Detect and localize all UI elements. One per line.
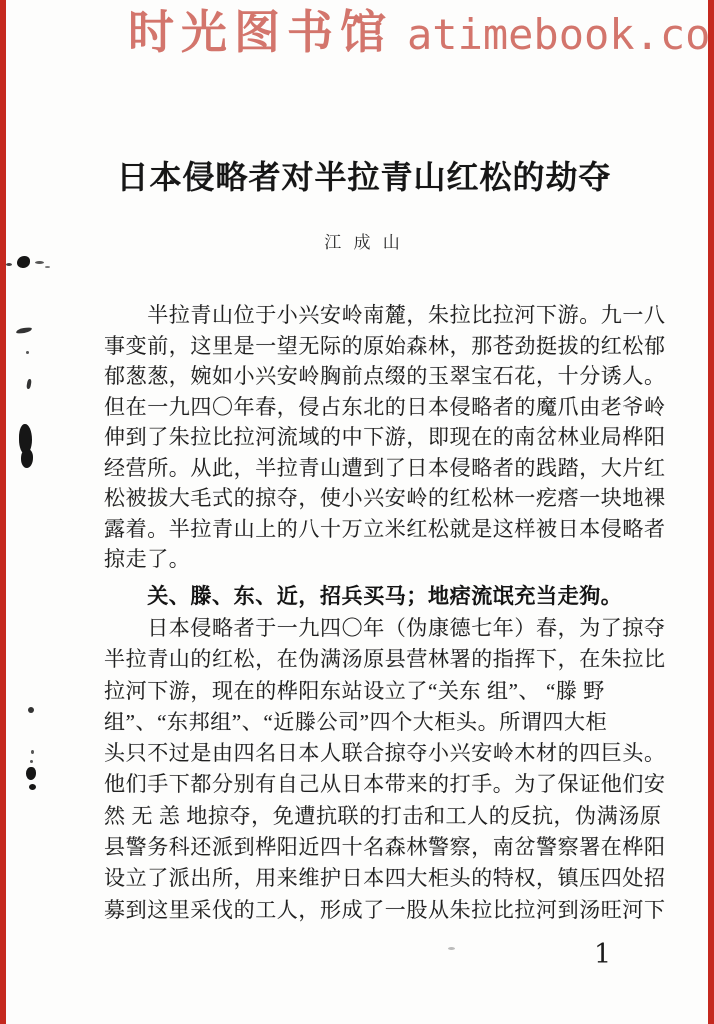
ink-speck bbox=[45, 266, 50, 268]
ink-speck bbox=[21, 449, 33, 468]
text-line: 日本侵略者于一九四〇年（伪康德七年）春，为了掠夺 bbox=[104, 616, 666, 640]
page-number: 1 bbox=[594, 939, 612, 970]
red-edge-bar-left bbox=[0, 0, 6, 1024]
text-line: 郁葱葱，婉如小兴安岭胸前点缀的玉翠宝石花，十分诱人。 bbox=[104, 364, 666, 388]
paragraph-1 bbox=[104, 300, 666, 575]
ink-speck bbox=[30, 760, 33, 763]
text-line: 但在一九四〇年春，侵占东北的日本侵略者的魔爪由老爷岭 bbox=[104, 394, 666, 419]
text-line: 掠走了。 bbox=[104, 547, 191, 571]
ink-speck bbox=[28, 707, 34, 713]
ink-speck bbox=[6, 263, 12, 266]
text-line: 松被拔大毛式的掠夺，使小兴安岭的红松林一疙瘩一块地裸 bbox=[104, 486, 666, 510]
ink-speck bbox=[35, 261, 44, 264]
ink-speck bbox=[26, 379, 32, 390]
section-subheading bbox=[104, 581, 644, 612]
watermark-latin-text: atimebook.co bbox=[407, 10, 711, 59]
paragraph-2 bbox=[104, 613, 666, 926]
text-line: 他们手下都分别有自己从日本带来的打手。为了保证他们安 bbox=[104, 772, 666, 797]
ink-speck bbox=[17, 256, 30, 268]
article-title: 日本侵略者对半拉青山红松的劫夺 bbox=[116, 159, 612, 195]
text-line: 然 无 恙 地掠夺，免遭抗联的打击和工人的反抗，伪满汤原 bbox=[104, 803, 662, 828]
text-line: 经营所。从此，半拉青山遭到了日本侵略者的践踏，大片红 bbox=[104, 455, 666, 480]
text-line: 县警务科还派到桦阳近四十名森林警察，南岔警察署在桦阳 bbox=[104, 835, 666, 860]
ink-speck bbox=[26, 351, 29, 354]
ink-speck bbox=[31, 750, 34, 754]
text-line: 事变前，这里是一望无际的原始森林，那苍劲挺拔的红松郁 bbox=[104, 333, 666, 358]
text-line: 募到这里采伐的工人，形成了一股从朱拉比拉河到汤旺河下 bbox=[104, 897, 666, 922]
text-line: 露着。半拉青山上的八十万立米红松就是这样被日本侵略者 bbox=[104, 516, 666, 541]
red-edge-bar-right bbox=[708, 0, 714, 1024]
watermark-chinese-text: 时光图书馆 bbox=[128, 5, 393, 59]
ink-speck bbox=[29, 784, 36, 790]
text-line: 关、滕、东、近，招兵买马；地痞流氓充当走狗。 bbox=[104, 584, 623, 608]
text-line: 伸到了朱拉比拉河流域的中下游，即现在的南岔林业局桦阳 bbox=[104, 425, 666, 449]
text-line: 头只不过是由四名日本人联合掠夺小兴安岭木材的四巨头。 bbox=[104, 741, 666, 766]
ink-speck bbox=[448, 947, 455, 950]
text-line: 组”、“东邦组”、“近滕公司”四个大柜头。所谓四大柜 bbox=[104, 709, 608, 734]
text-line: 半拉青山位于小兴安岭南麓，朱拉比拉河下游。九一八 bbox=[104, 303, 666, 327]
text-line: 半拉青山的红松，在伪满汤原县营林署的指挥下，在朱拉比 bbox=[104, 647, 666, 672]
text-line: 设立了派出所，用来维护日本四大柜头的特权，镇压四处招 bbox=[104, 866, 666, 891]
ink-speck bbox=[26, 767, 36, 780]
article-author: 江 成 山 bbox=[324, 233, 404, 252]
library-watermark bbox=[128, 6, 710, 58]
text-line: 拉河下游，现在的桦阳东站设立了“关东 组”、 “滕 野 bbox=[104, 678, 605, 703]
ink-speck bbox=[16, 327, 33, 334]
